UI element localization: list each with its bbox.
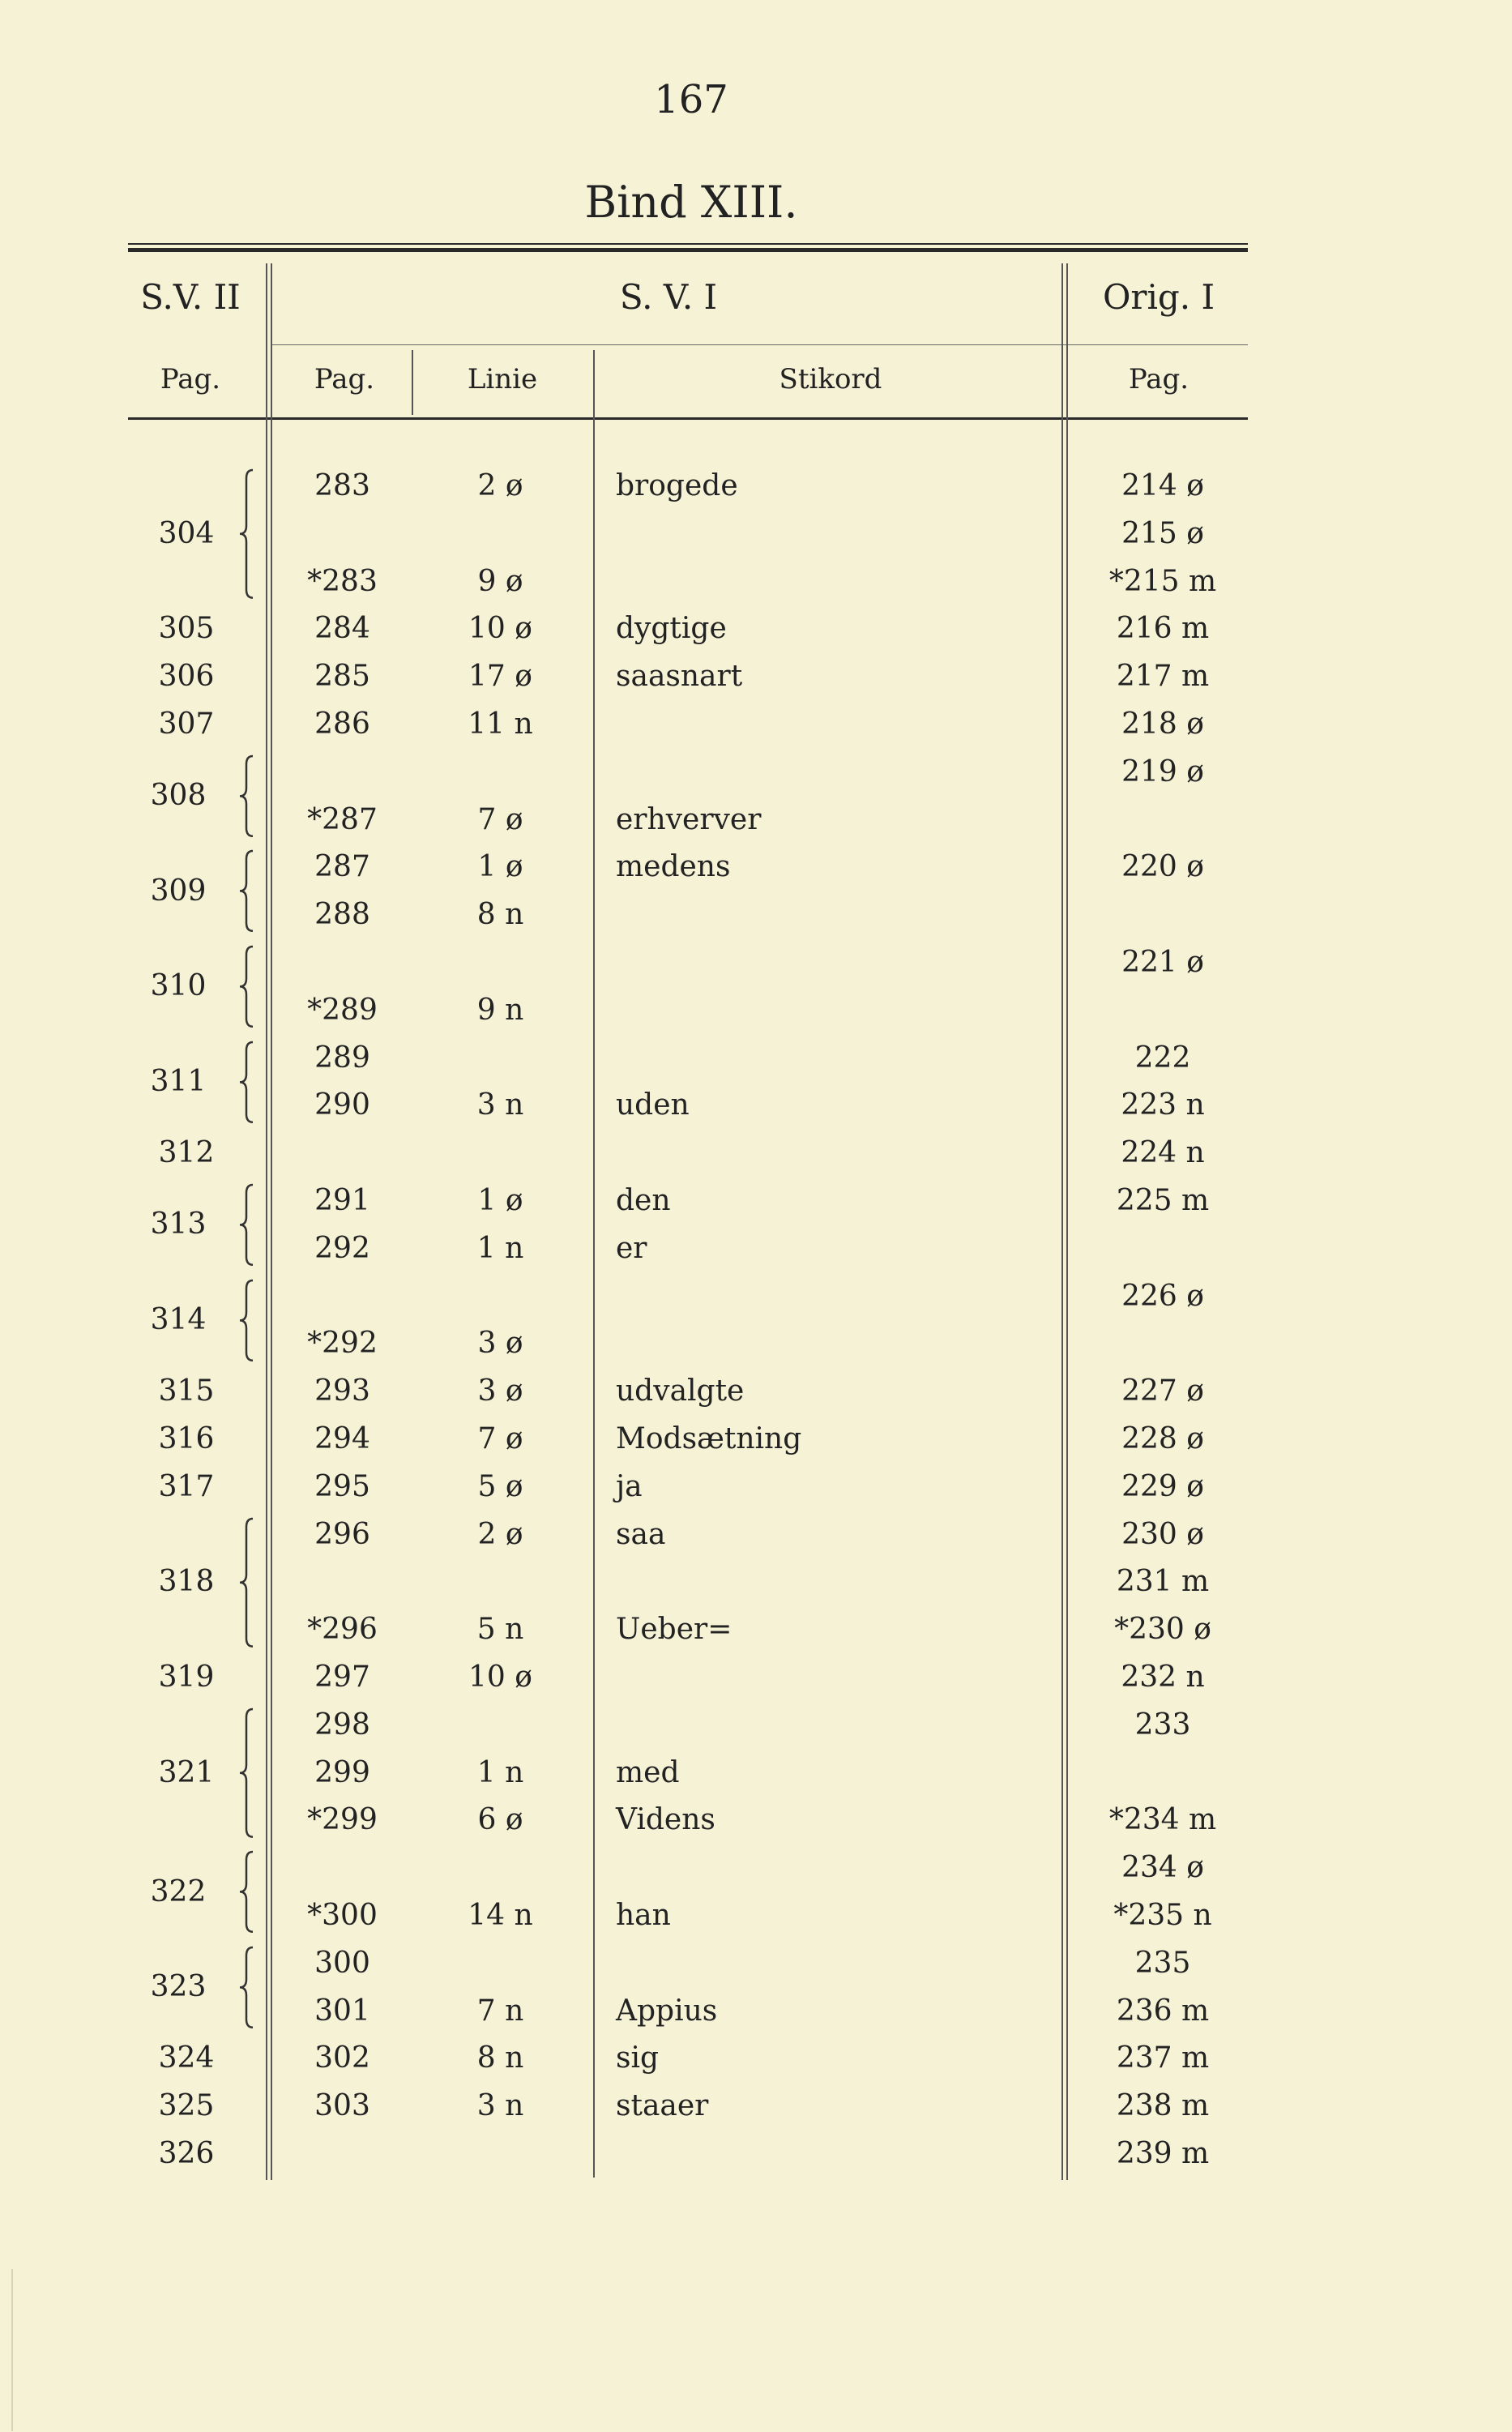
- cell-orig-pag: 230 ø: [1121, 1517, 1204, 1551]
- cell-orig-pag: *234 m: [1108, 1803, 1217, 1837]
- cell-orig-pag: *215 m: [1108, 564, 1217, 598]
- cell-sv1-stikord: udvalgte: [616, 1374, 745, 1408]
- brace-bracket: [240, 1519, 256, 1647]
- cell-sv1-stikord: er: [616, 1231, 647, 1265]
- cell-sv2-pag-group: 313: [150, 1207, 207, 1242]
- cell-sv1-pag: 285: [314, 660, 370, 694]
- brace-bracket: [240, 851, 256, 931]
- cell-orig-pag: 223 n: [1121, 1088, 1205, 1122]
- cell-sv2-pag: 305: [158, 612, 215, 646]
- cell-sv1-stikord: sig: [616, 2041, 660, 2075]
- cell-orig-pag: 228 ø: [1121, 1422, 1204, 1455]
- cell-sv1-linie: 14 n: [468, 1899, 533, 1932]
- header-sv2: S.V. II: [140, 277, 241, 317]
- brace-bracket: [240, 1280, 256, 1361]
- cell-orig-pag: 217 m: [1116, 660, 1210, 694]
- cell-orig-pag: *235 n: [1113, 1899, 1212, 1932]
- cell-sv1-stikord: medens: [616, 850, 731, 884]
- cell-sv2-pag: 326: [158, 2137, 215, 2170]
- cell-orig-pag: 221 ø: [1121, 946, 1204, 979]
- cell-sv1-linie: 3 ø: [477, 1327, 523, 1361]
- cell-sv1-stikord: dygtige: [616, 612, 727, 646]
- cell-sv1-stikord: med: [616, 1755, 680, 1789]
- cell-orig-pag: 222: [1134, 1041, 1191, 1075]
- cell-sv2-pag-group: 309: [150, 874, 207, 908]
- cell-orig-pag: 239 m: [1116, 2137, 1210, 2170]
- cell-sv2-pag: 325: [158, 2089, 215, 2123]
- cell-sv2-pag-group: 308: [150, 779, 207, 813]
- col-sv2-pag: Pag.: [160, 363, 221, 395]
- cell-sv1-stikord: saa: [616, 1517, 666, 1551]
- cell-sv1-stikord: erhverver: [616, 802, 762, 836]
- cell-sv1-linie: 2 ø: [477, 1517, 523, 1551]
- cell-sv2-pag-group: 322: [150, 1874, 207, 1908]
- cell-sv1-pag: 301: [314, 1994, 370, 2028]
- cell-sv1-pag: 295: [314, 1469, 370, 1503]
- cell-sv1-linie: 10 ø: [468, 612, 532, 646]
- cell-sv1-linie: 1 ø: [477, 1184, 523, 1217]
- cell-orig-pag: 216 m: [1116, 612, 1210, 646]
- cell-sv1-linie: 8 n: [476, 898, 524, 932]
- cell-sv1-stikord: uden: [616, 1088, 690, 1122]
- cell-sv2-pag-group: 314: [150, 1303, 207, 1336]
- cell-orig-pag: 219 ø: [1121, 754, 1204, 789]
- brace-bracket: [240, 1709, 256, 1837]
- cell-sv2-pag: 312: [158, 1136, 215, 1170]
- cell-sv2-pag: 318: [158, 1565, 215, 1599]
- brace-bracket: [240, 1852, 256, 1932]
- col-orig-pag: Pag.: [1128, 363, 1190, 395]
- cell-sv1-pag: 302: [314, 2041, 370, 2075]
- cell-sv2-pag: 321: [158, 1755, 215, 1789]
- cell-sv1-pag: *289: [307, 993, 378, 1027]
- cell-sv1-linie: 11 n: [468, 707, 533, 741]
- cell-sv1-linie: 9 n: [476, 993, 524, 1027]
- cell-sv1-stikord: han: [616, 1899, 671, 1932]
- brace-bracket: [240, 1042, 256, 1122]
- cell-sv1-linie: 3 n: [476, 2089, 524, 2123]
- cell-sv1-pag: 290: [314, 1088, 370, 1122]
- cell-sv1-stikord: Videns: [616, 1803, 715, 1837]
- cell-sv1-pag: 298: [314, 1708, 370, 1742]
- cell-sv2-pag: 324: [158, 2041, 215, 2075]
- col-sv1-stikord: Stikord: [779, 363, 882, 395]
- cell-sv1-linie: 7 ø: [477, 1422, 523, 1455]
- cell-sv2-pag: 307: [158, 707, 215, 741]
- cell-sv1-pag: *300: [307, 1899, 378, 1932]
- cell-sv1-stikord: saasnart: [616, 660, 743, 694]
- brace-bracket: [240, 756, 256, 836]
- cell-orig-pag: 227 ø: [1121, 1374, 1204, 1408]
- cell-sv1-pag: 291: [314, 1184, 370, 1217]
- cell-sv1-pag: 289: [314, 1041, 370, 1075]
- brace-bracket: [240, 470, 256, 598]
- cell-sv1-pag: *283: [307, 564, 378, 598]
- cell-orig-pag: 229 ø: [1121, 1469, 1204, 1503]
- cell-sv1-pag: 296: [314, 1517, 370, 1551]
- cell-sv1-linie: 1 n: [476, 1755, 524, 1789]
- cell-orig-pag: 226 ø: [1121, 1279, 1204, 1313]
- cell-sv1-linie: 10 ø: [468, 1661, 532, 1694]
- cell-sv2-pag-group: 311: [150, 1065, 207, 1098]
- cell-orig-pag: 235: [1134, 1946, 1191, 1980]
- margin-mark: [11, 2269, 13, 2431]
- cell-orig-pag: 220 ø: [1121, 850, 1204, 884]
- col-sv1-linie: Linie: [467, 363, 538, 395]
- cell-sv1-pag: *292: [307, 1327, 378, 1361]
- cell-orig-pag: 224 n: [1121, 1136, 1205, 1170]
- cell-sv1-pag: 292: [314, 1231, 370, 1265]
- brace-bracket: [240, 1185, 256, 1265]
- cell-sv1-pag: 303: [314, 2089, 370, 2123]
- cell-sv1-linie: 5 n: [476, 1613, 524, 1647]
- cell-sv1-pag: 300: [314, 1946, 370, 1980]
- cell-sv1-pag: 283: [314, 469, 370, 502]
- cell-sv1-linie: 1 ø: [477, 850, 523, 884]
- cell-orig-pag: 218 ø: [1121, 707, 1204, 741]
- cell-sv1-pag: *299: [307, 1803, 378, 1837]
- cell-sv1-linie: 5 ø: [477, 1469, 523, 1503]
- cell-orig-pag: 237 m: [1116, 2041, 1210, 2075]
- cell-orig-pag: 232 n: [1121, 1661, 1205, 1694]
- cell-sv2-pag: 319: [158, 1661, 215, 1694]
- page-number: 167: [654, 77, 728, 122]
- cell-orig-pag: 231 m: [1116, 1565, 1210, 1599]
- cell-sv1-stikord: brogede: [616, 469, 738, 502]
- cell-orig-pag: 225 m: [1116, 1184, 1210, 1217]
- cell-sv1-linie: 3 ø: [477, 1374, 523, 1408]
- cell-sv2-pag: 315: [158, 1374, 215, 1408]
- cell-orig-pag: 236 m: [1116, 1994, 1210, 2028]
- cell-orig-pag: 238 m: [1116, 2089, 1210, 2123]
- cell-sv2-pag: 316: [158, 1422, 215, 1455]
- cell-sv1-stikord: den: [616, 1184, 671, 1217]
- header-sv1: S. V. I: [619, 277, 718, 317]
- cell-sv1-pag: 287: [314, 850, 370, 884]
- volume-title: Bind XIII.: [584, 177, 798, 228]
- cell-orig-pag: 233: [1134, 1708, 1191, 1742]
- cell-sv1-pag: 293: [314, 1374, 370, 1408]
- cell-orig-pag: *230 ø: [1114, 1613, 1211, 1647]
- cell-sv1-pag: 294: [314, 1422, 370, 1455]
- brace-bracket: [240, 947, 256, 1027]
- cell-sv1-linie: 9 ø: [477, 564, 523, 598]
- cell-sv1-linie: 7 n: [476, 1994, 524, 2028]
- cell-sv1-linie: 1 n: [476, 1231, 524, 1265]
- cell-sv1-linie: 6 ø: [477, 1803, 523, 1837]
- cell-sv2-pag: 317: [158, 1469, 215, 1503]
- cell-orig-pag: 215 ø: [1121, 516, 1204, 550]
- cell-sv1-pag: 299: [314, 1755, 370, 1789]
- cell-orig-pag: 234 ø: [1121, 1851, 1204, 1885]
- cell-sv1-pag: 284: [314, 612, 370, 646]
- cell-sv1-pag: 297: [314, 1661, 370, 1694]
- cell-sv2-pag: 306: [158, 660, 215, 694]
- cell-sv1-stikord: Ueber=: [616, 1613, 733, 1647]
- cell-sv1-pag: 288: [314, 898, 370, 932]
- cell-sv1-stikord: staaer: [616, 2089, 709, 2123]
- cell-sv1-linie: 17 ø: [468, 660, 532, 694]
- cell-sv1-linie: 3 n: [476, 1088, 524, 1122]
- cell-sv2-pag: 304: [158, 516, 215, 550]
- cell-sv1-linie: 2 ø: [477, 469, 523, 502]
- cell-sv1-pag: *287: [307, 802, 378, 836]
- brace-bracket: [240, 1947, 256, 2028]
- cell-sv1-linie: 8 n: [476, 2041, 524, 2075]
- cell-sv1-pag: 286: [314, 707, 370, 741]
- cell-sv2-pag-group: 323: [150, 1970, 207, 2004]
- cell-sv1-stikord: ja: [616, 1469, 643, 1503]
- cell-sv1-stikord: Modsætning: [616, 1422, 802, 1455]
- cell-orig-pag: 214 ø: [1121, 469, 1204, 502]
- cell-sv1-linie: 7 ø: [477, 802, 523, 836]
- cell-sv2-pag-group: 310: [150, 969, 207, 1003]
- col-sv1-pag: Pag.: [314, 363, 375, 395]
- cell-sv1-stikord: Appius: [616, 1994, 718, 2028]
- cell-sv1-pag: *296: [307, 1613, 378, 1647]
- header-orig: Orig. I: [1102, 277, 1215, 317]
